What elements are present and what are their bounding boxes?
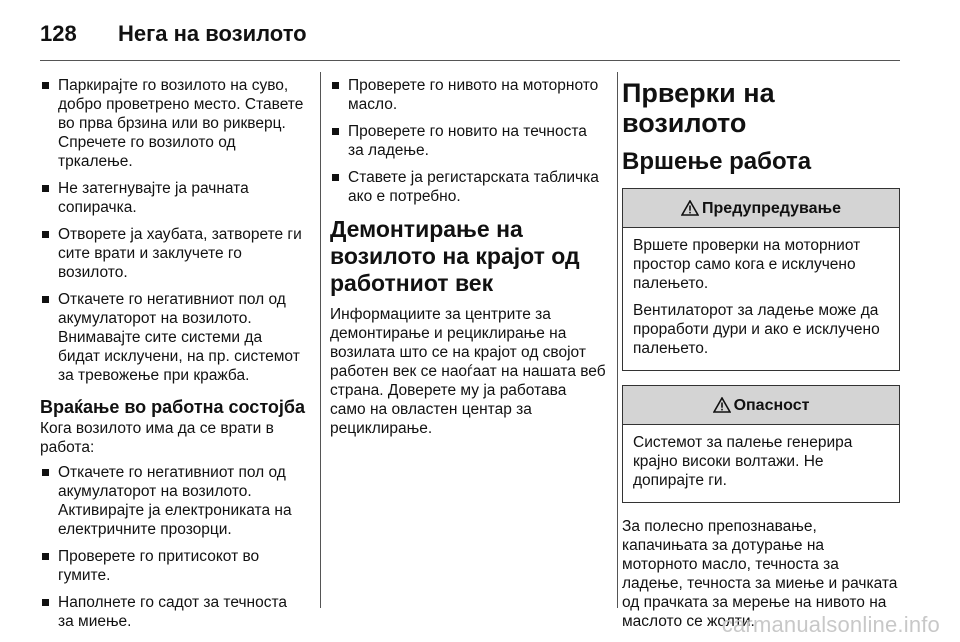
section-heading: Демонтирање на возилото на крајот од работниот век [330,216,580,296]
return-steps-continued-list [330,76,606,206]
section-paragraph: За полесно препознавање, капачињата за дотурање на моторното масло, течноста за ладење, течноста за миење и рачката од прачката за мерење на нивото на маслото се жолти. [622,518,898,630]
section-paragraph: Информациите за центрите за демонтирање и рециклирање на возилата што се на крајот од својот работен век се наоѓаат на нашата веб страна. Доверете му ја работава само на овластен центар за рециклирање. [330,306,606,437]
page-number: 128 [40,21,77,46]
warning-icon [713,397,731,413]
bullet-icon [332,128,339,135]
warning-box-body: Вршете проверки на моторниот простор само кога е исклучено палењето. Вентилаторот за ладење може да проработи дури и ако е исклучено палењето. [633,237,880,357]
bullet-icon [42,296,49,303]
danger-box-body: Системот за палење генерира крајно високи волтажи. Не допирајте ги. [633,434,853,489]
header-divider [40,60,900,61]
sub-heading: Вршење работа [622,148,812,175]
warning-box-title: Предупредување [623,189,899,228]
bullet-icon [332,82,339,89]
danger-box-title: Опасност [623,386,899,425]
warning-box [622,188,900,371]
return-steps-list [40,463,306,631]
column-divider-2 [617,72,618,608]
list-item: Откачете го негативниот пол од акумулаторот на возилото. Внимавајте сите системи да бидат исклучени, на пр. системот за тревожење при кражба. [40,290,306,385]
list-item: Откачете го негативниот пол од акумулаторот на возилото. Активирајте ја електрониката на електричните прозорци. [40,463,306,539]
section-heading: Враќање во работна состојба [40,397,306,417]
bullet-icon [42,599,49,606]
bullet-icon [42,231,49,238]
column-2 [330,76,606,444]
main-heading: Прверки на возилото [622,78,775,138]
list-item: Проверете го новито на течноста за ладење. [330,122,606,160]
list-item: Проверете го притисокот во гумите. [40,547,306,585]
bullet-icon [332,174,339,181]
warning-icon [681,200,699,216]
bullet-icon [42,469,49,476]
bullet-icon [42,185,49,192]
page-header [40,14,307,54]
column-1 [40,76,306,639]
list-item: Проверете го нивото на моторното масло. [330,76,606,114]
column-3 [622,76,900,637]
storage-steps-list [40,76,306,385]
bullet-icon [42,82,49,89]
list-item: Не затегнувајте ја рачната сопирачка. [40,179,306,217]
section-intro: Кога возилото има да се врати в работа: [40,420,274,456]
column-divider-1 [320,72,321,608]
list-item: Наполнете го садот за течноста за миење. [40,593,306,631]
watermark: carmanualsonline.info [721,612,940,637]
bullet-icon [42,553,49,560]
danger-box [622,385,900,503]
list-item: Паркирајте го возилото на суво, добро проветрено место. Ставете во прва брзина или во рикверц. Спречете го возилото од тркалење. [40,76,306,171]
chapter-title: Нега на возилото [118,21,307,46]
list-item: Ставете ја регистарската табличка ако е потребно. [330,168,606,206]
list-item: Отворете ја хаубата, затворете ги сите врати и заклучете го возилото. [40,225,306,282]
